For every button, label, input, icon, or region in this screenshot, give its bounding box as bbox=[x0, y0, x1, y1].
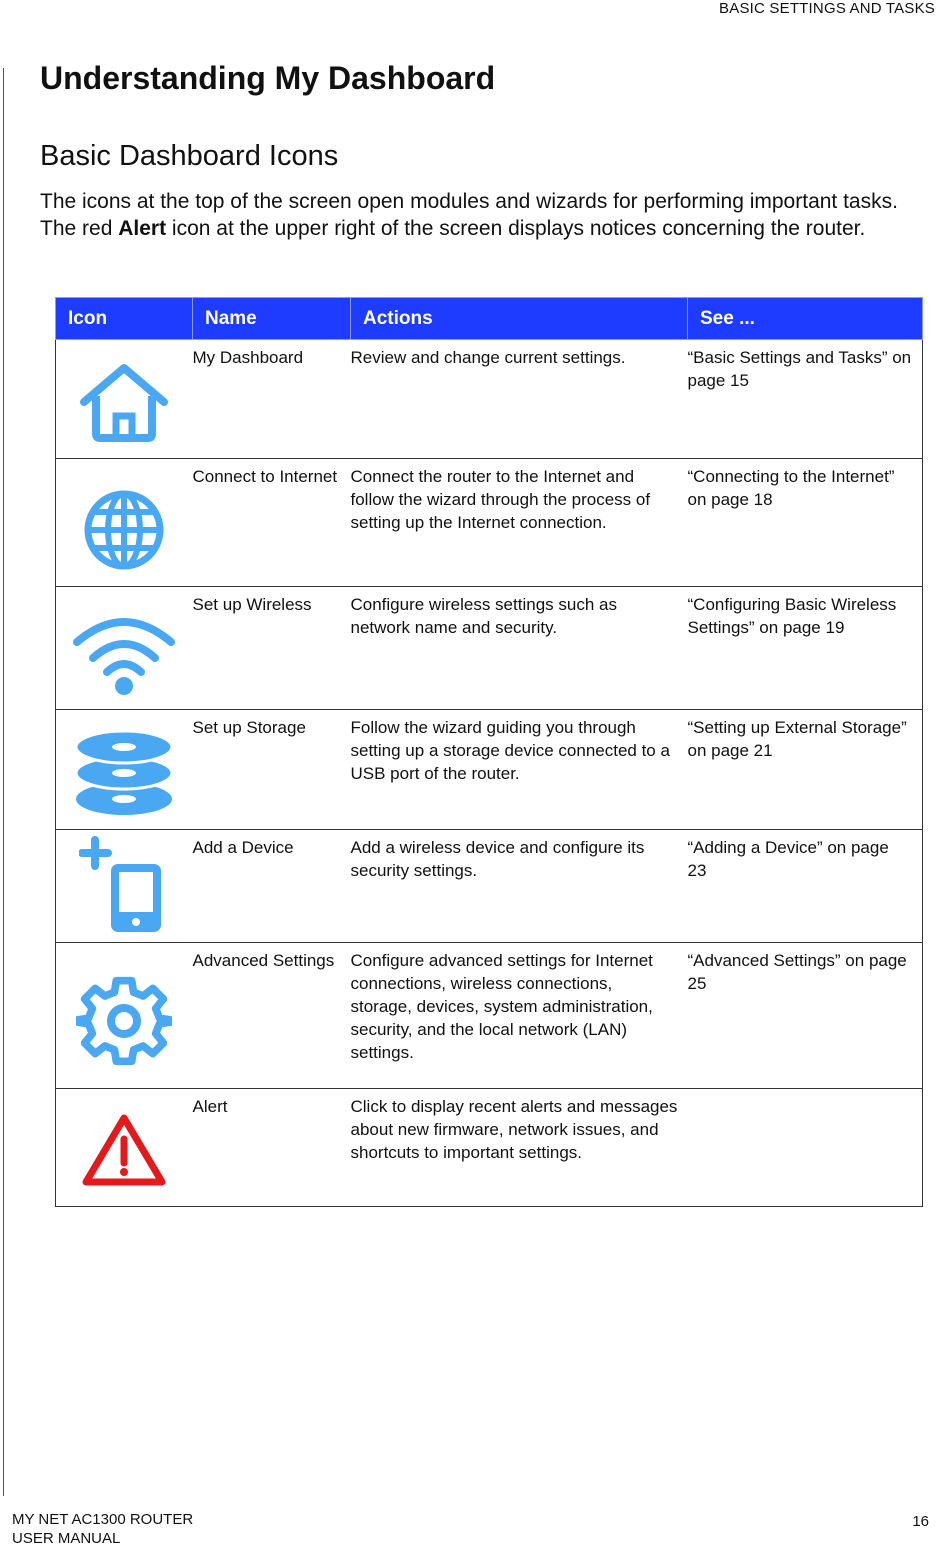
storage-icon bbox=[56, 710, 193, 829]
row-name: Connect to Internet bbox=[193, 459, 351, 587]
intro-bold-alert: Alert bbox=[118, 217, 167, 240]
icon-cell bbox=[56, 340, 193, 459]
table-row bbox=[56, 1089, 923, 1207]
page-number: 16 bbox=[912, 1513, 929, 1530]
row-actions: Review and change current settings. bbox=[351, 340, 688, 459]
col-header-icon: Icon bbox=[56, 298, 193, 340]
row-actions: Configure advanced settings for Internet connections, wireless connections, storage, devices, system administration, security, and the local network (LAN) settings. bbox=[351, 943, 688, 1089]
icon-cell bbox=[56, 459, 193, 587]
intro-text-1: The icons at the top of the screen open modules and wizards for performing important tasks. The red bbox=[40, 190, 898, 240]
row-see-ref bbox=[688, 1089, 923, 1207]
row-name: Alert bbox=[193, 1089, 351, 1207]
row-see-ref: “Basic Settings and Tasks” on page 15 bbox=[688, 340, 923, 459]
row-actions: Follow the wizard guiding you through setting up a storage device connected to a USB port of the router. bbox=[351, 710, 688, 830]
col-header-name: Name bbox=[193, 298, 351, 340]
add-device-icon bbox=[56, 830, 193, 942]
row-see-ref: “Setting up External Storage” on page 21 bbox=[688, 710, 923, 830]
col-header-actions: Actions bbox=[351, 298, 688, 340]
row-actions: Click to display recent alerts and messages about new firmware, network issues, and shortcuts to important settings. bbox=[351, 1089, 688, 1207]
icon-cell bbox=[56, 943, 193, 1089]
row-actions: Configure wireless settings such as network name and security. bbox=[351, 587, 688, 710]
row-name: My Dashboard bbox=[193, 340, 351, 459]
dashboard-icons-table bbox=[55, 297, 923, 1207]
row-see-ref: “Connecting to the Internet” on page 18 bbox=[688, 459, 923, 587]
table-row bbox=[56, 943, 923, 1089]
gear-icon bbox=[56, 943, 193, 1088]
row-name: Set up Storage bbox=[193, 710, 351, 830]
table-row bbox=[56, 459, 923, 587]
footer-product-name: MY NET AC1300 ROUTER bbox=[12, 1511, 194, 1528]
row-actions: Connect the router to the Internet and follow the wizard through the process of setting up the Internet connection. bbox=[351, 459, 688, 587]
row-name: Set up Wireless bbox=[193, 587, 351, 710]
table-row bbox=[56, 830, 923, 943]
row-see-ref: “Adding a Device” on page 23 bbox=[688, 830, 923, 943]
home-icon bbox=[56, 340, 193, 458]
col-header-see: See ... bbox=[688, 298, 923, 340]
icon-cell bbox=[56, 1089, 193, 1207]
footer-product bbox=[12, 1510, 193, 1548]
globe-icon bbox=[56, 459, 193, 586]
table-row bbox=[56, 587, 923, 710]
margin-rule bbox=[3, 68, 4, 1496]
wifi-icon bbox=[56, 587, 193, 709]
table-header-row bbox=[56, 298, 923, 340]
table-row bbox=[56, 710, 923, 830]
running-header: BASIC SETTINGS AND TASKS bbox=[719, 0, 935, 17]
table-row bbox=[56, 340, 923, 459]
alert-icon bbox=[56, 1089, 193, 1206]
intro-paragraph bbox=[40, 188, 920, 242]
icon-cell bbox=[56, 830, 193, 943]
section-title: Basic Dashboard Icons bbox=[40, 140, 339, 172]
row-see-ref: “Advanced Settings” on page 25 bbox=[688, 943, 923, 1089]
row-see-ref: “Configuring Basic Wireless Settings” on page 19 bbox=[688, 587, 923, 710]
row-name: Advanced Settings bbox=[193, 943, 351, 1089]
footer-doc-name: USER MANUAL bbox=[12, 1530, 121, 1547]
row-actions: Add a wireless device and configure its security settings. bbox=[351, 830, 688, 943]
icon-cell bbox=[56, 587, 193, 710]
row-name: Add a Device bbox=[193, 830, 351, 943]
icon-cell bbox=[56, 710, 193, 830]
intro-text-2: icon at the upper right of the screen displays notices concerning the router. bbox=[166, 217, 866, 240]
page-title: Understanding My Dashboard bbox=[40, 60, 496, 96]
